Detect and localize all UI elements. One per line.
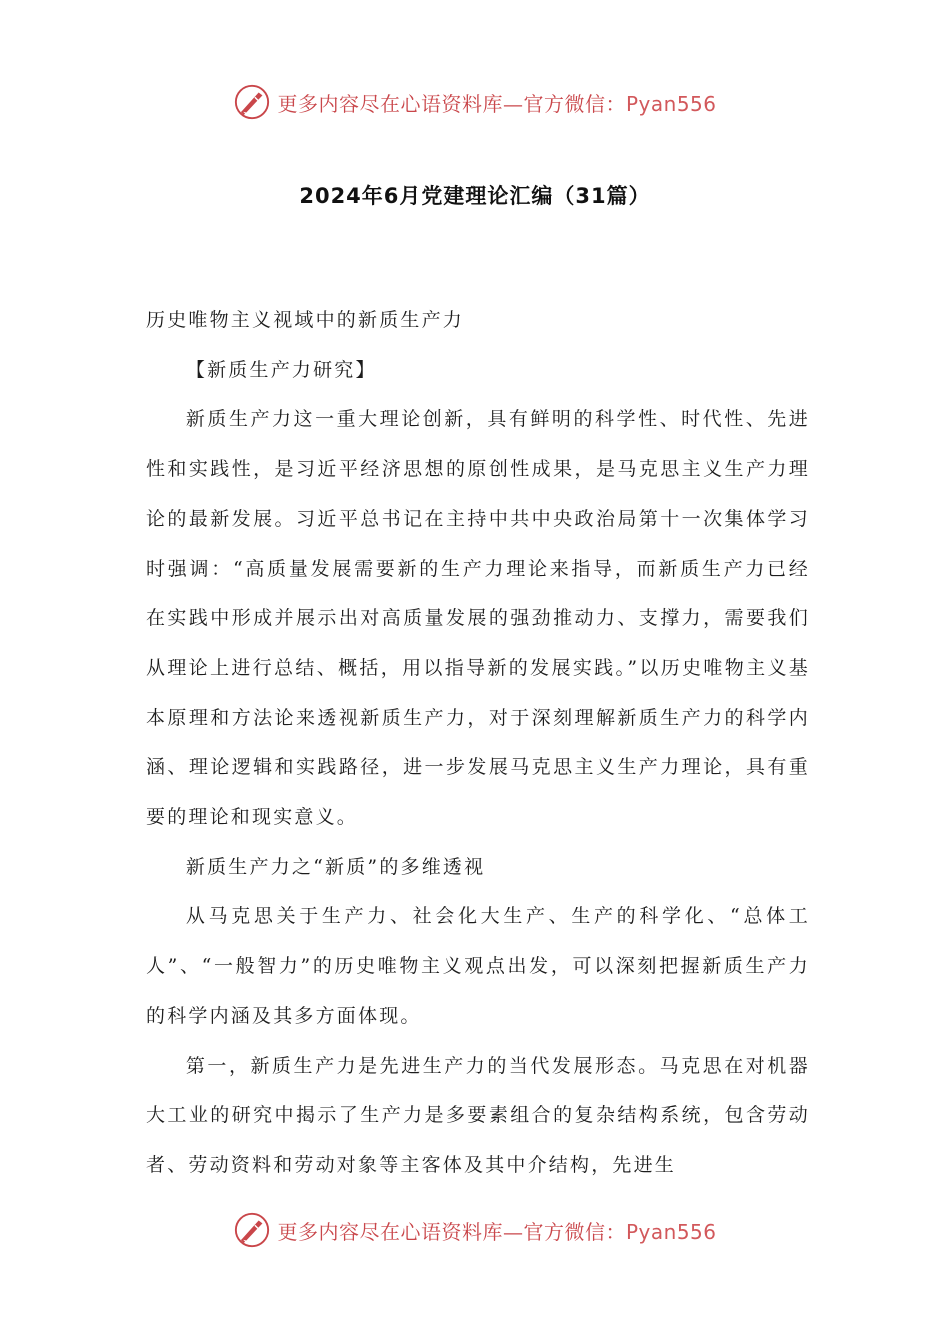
body-paragraph: 第一，新质生产力是先进生产力的当代发展形态。马克思在对机器大工业的研究中揭示了生产力是多要素组合的复杂结构系统，包含劳动者、劳动资料和劳动对象等主客体及其中介结构，先进生 bbox=[146, 1054, 810, 1176]
wechat-handle: Pyan556 bbox=[625, 1219, 717, 1244]
body-paragraph: 新质生产力这一重大理论创新，具有鲜明的科学性、时代性、先进性和实践性，是习近平经济思想的原创性成果，是马克思主义生产力理论的最新发展。习近平总书记在主持中共中央政治局第十一次集体学习时强调：“高质量发展需要新的生产力理论来指导，而新质生产力已经在实践中形成并展示出对高质量发展的强劲推动力、支撑力，需要我们从理论上进行总结、概括，用以指导新的发展实践。”以历史唯物主义基本原理和方法论来透视新质生产力，对于深刻理解新质生产力的科学内涵、理论逻辑和实践路径，进一步发展马克思主义生产力理论，具有重要的理论和现实意义。 bbox=[146, 408, 810, 829]
section-heading: 新质生产力之“新质”的多维透视 bbox=[185, 855, 486, 878]
document-title: 2024年6月党建理论汇编（31篇） bbox=[299, 184, 651, 208]
watermark-text: 更多内容尽在心语资料库—官方微信：Pyan556 bbox=[277, 1219, 717, 1244]
body-paragraph: 从马克思关于生产力、社会化大生产、生产的科学化、“总体工人”、“一般智力”的历史唯物主义观点出发，可以深刻把握新质生产力的科学内涵及其多方面体现。 bbox=[146, 905, 810, 1027]
header-watermark-banner bbox=[0, 80, 950, 124]
footer-watermark-banner bbox=[0, 1208, 950, 1252]
quill-pen-logo-icon bbox=[233, 1211, 271, 1249]
document-body bbox=[146, 296, 810, 1191]
section-tag: 【新质生产力研究】 bbox=[185, 358, 377, 381]
article-title: 历史唯物主义视域中的新质生产力 bbox=[146, 309, 465, 331]
watermark-text: 更多内容尽在心语资料库—官方微信：Pyan556 bbox=[277, 91, 717, 116]
quill-pen-logo-icon bbox=[233, 83, 271, 121]
wechat-handle: Pyan556 bbox=[625, 91, 717, 116]
